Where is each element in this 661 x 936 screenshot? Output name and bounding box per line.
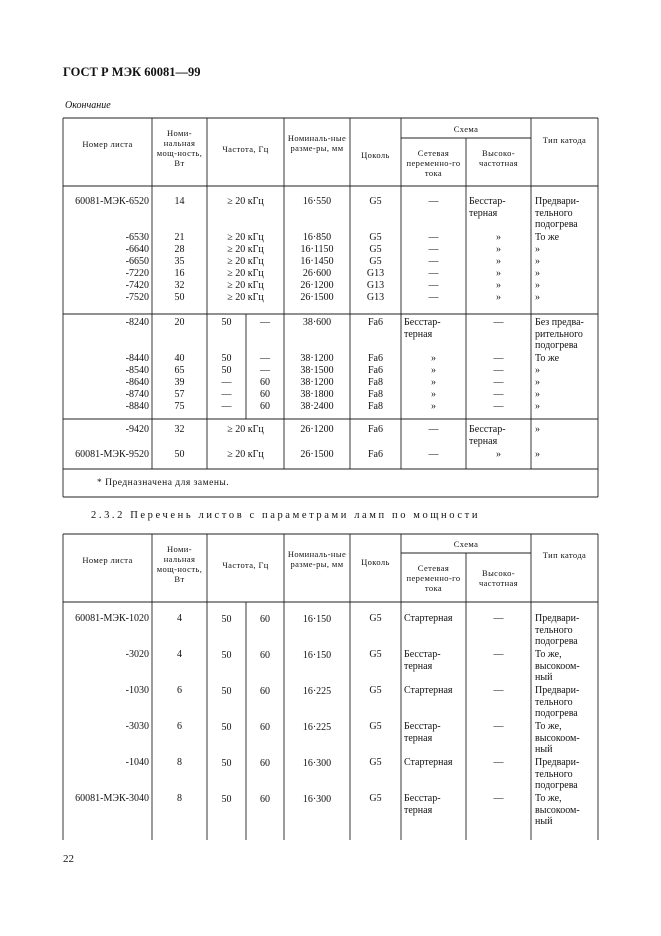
cell-cathode: То же, высокоом- ный [535, 793, 580, 827]
cell-dims: 16·850 [302, 232, 332, 243]
cell-cathode: Предвари- тельного подогрева [535, 685, 580, 719]
col-header-base: Цоколь [361, 557, 390, 567]
cell-f60: 60 [260, 614, 270, 625]
cell-hf: — [493, 389, 504, 400]
cell-dims: 38·600 [302, 317, 332, 328]
cell-power: 21 [174, 232, 185, 243]
cell-base: G5 [369, 196, 382, 207]
cell-dims: 26·1200 [300, 280, 334, 291]
cell-hf: » [496, 292, 501, 303]
col-header-dimensions: Номиналь-ные разме-ры, мм [287, 549, 347, 569]
cell-f50: 50 [221, 794, 232, 805]
cell-cathode: То же, высокоом- ный [535, 649, 580, 683]
cell-power: 50 [174, 292, 185, 303]
cell-dims: 38·1200 [300, 353, 334, 364]
cell-power: 8 [177, 793, 182, 804]
cell-hf: Бесстар- терная [469, 424, 506, 447]
cell-base: Fa6 [368, 317, 383, 328]
cell-f60: — [260, 353, 270, 364]
cell-sheet: 60081-МЭК-9520 [75, 449, 149, 460]
cell-sheet: -7520 [125, 292, 149, 303]
cell-cathode: » [535, 280, 540, 291]
cell-base: G5 [369, 721, 382, 732]
col-header-sheet: Номер листа [82, 139, 133, 149]
col-header-high-frequency: Высоко-частотная [478, 148, 519, 168]
page-number: 22 [63, 853, 74, 865]
cell-base: Fa8 [368, 401, 383, 412]
col-header-base: Цоколь [361, 150, 390, 160]
cell-sheet: -8240 [125, 317, 149, 328]
cell-power: 35 [174, 256, 185, 267]
cell-dims: 38·1800 [300, 389, 334, 400]
cell-cathode: Предвари- тельного подогрева [535, 196, 580, 230]
cell-hf: — [493, 721, 504, 732]
cell-freq: ≥ 20 кГц [227, 232, 264, 243]
cell-freq: ≥ 20 кГц [227, 196, 264, 207]
col-header-high-frequency: Высоко-частотная [478, 568, 519, 588]
cell-hf: — [493, 793, 504, 804]
cell-sheet: -3030 [125, 721, 149, 732]
cell-f50: 50 [221, 758, 232, 769]
cell-base: Fa6 [368, 353, 383, 364]
cell-mains: — [428, 424, 439, 435]
cell-sheet: -8540 [125, 365, 149, 376]
cell-dims: 26·600 [302, 268, 332, 279]
cell-mains: Бесстар- терная [404, 317, 441, 340]
cell-hf: Бесстар- терная [469, 196, 506, 219]
cell-hf: — [493, 649, 504, 660]
cell-power: 40 [174, 353, 185, 364]
cell-f50: 50 [221, 365, 232, 376]
cell-hf: — [493, 353, 504, 364]
col-header-cathode: Тип катода [542, 135, 587, 145]
cell-base: G5 [369, 649, 382, 660]
cell-f50: 50 [221, 722, 232, 733]
cell-dims: 38·1500 [300, 365, 334, 376]
cell-cathode: » [535, 292, 540, 303]
cell-dims: 26·1500 [300, 449, 334, 460]
cell-dims: 16·225 [302, 686, 332, 697]
cell-mains: — [428, 256, 439, 267]
cell-power: 75 [174, 401, 185, 412]
cell-hf: » [496, 244, 501, 255]
cell-mains: — [428, 196, 439, 207]
col-header-frequency: Частота, Гц [222, 144, 269, 154]
cell-base: Fa6 [368, 424, 383, 435]
cell-cathode: » [535, 268, 540, 279]
cell-hf: — [493, 613, 504, 624]
cell-hf: » [496, 449, 501, 460]
col-header-power: Номи-нальная мощ-ность, Вт [156, 128, 203, 168]
cell-freq: ≥ 20 кГц [227, 268, 264, 279]
cell-cathode: То же [535, 232, 560, 243]
cell-sheet: -8840 [125, 401, 149, 412]
cell-sheet: 60081-МЭК-3040 [75, 793, 149, 804]
cell-f60: — [260, 317, 270, 328]
cell-f50: 50 [221, 317, 232, 328]
col-header-scheme: Схема [453, 124, 479, 134]
col-header-cathode: Тип катода [542, 550, 587, 560]
cell-f50: 50 [221, 650, 232, 661]
cell-mains: — [428, 280, 439, 291]
cell-cathode: То же [535, 353, 560, 364]
col-header-sheet: Номер листа [82, 555, 133, 565]
cell-sheet: -9420 [125, 424, 149, 435]
cell-mains: » [431, 401, 436, 412]
table1-footnote: * Предназначена для замены. [97, 478, 230, 488]
cell-base: Fa8 [368, 377, 383, 388]
col-header-frequency: Частота, Гц [222, 560, 269, 570]
cell-dims: 26·1500 [300, 292, 334, 303]
cell-f50: 50 [221, 614, 232, 625]
cell-power: 4 [177, 613, 182, 624]
cell-base: G13 [366, 292, 385, 303]
cell-power: 32 [174, 280, 185, 291]
cell-mains: — [428, 244, 439, 255]
cell-freq: ≥ 20 кГц [227, 449, 264, 460]
cell-f60: — [260, 365, 270, 376]
cell-sheet: -6650 [125, 256, 149, 267]
section-heading: 2.3.2 Перечень листов с параметрами ламп по мощности [91, 510, 481, 521]
cell-power: 57 [174, 389, 185, 400]
cell-cathode: » [535, 424, 540, 435]
cell-base: Fa8 [368, 389, 383, 400]
cell-power: 65 [174, 365, 185, 376]
col-header-dimensions: Номиналь-ные разме-ры, мм [287, 133, 347, 153]
cell-hf: — [493, 377, 504, 388]
cell-hf: — [493, 757, 504, 768]
cell-sheet: -7420 [125, 280, 149, 291]
cell-sheet: -8740 [125, 389, 149, 400]
cell-sheet: -1030 [125, 685, 149, 696]
cell-cathode: » [535, 389, 540, 400]
cell-sheet: -7220 [125, 268, 149, 279]
cell-hf: — [493, 685, 504, 696]
cell-mains: Стартерная [404, 685, 453, 696]
cell-cathode: » [535, 377, 540, 388]
cell-base: G5 [369, 232, 382, 243]
cell-base: G13 [366, 280, 385, 291]
cell-f50: — [221, 389, 232, 400]
cell-power: 4 [177, 649, 182, 660]
cell-mains: — [428, 449, 439, 460]
cell-power: 50 [174, 449, 185, 460]
cell-f60: 60 [260, 377, 270, 388]
cell-sheet: -1040 [125, 757, 149, 768]
cell-mains: Стартерная [404, 613, 453, 624]
cell-cathode: » [535, 256, 540, 267]
cell-power: 32 [174, 424, 185, 435]
cell-sheet: 60081-МЭК-1020 [75, 613, 149, 624]
cell-hf: » [496, 256, 501, 267]
col-header-power: Номи-нальная мощ-ность, Вт [156, 544, 203, 584]
cell-freq: ≥ 20 кГц [227, 292, 264, 303]
cell-f60: 60 [260, 722, 270, 733]
cell-mains: » [431, 365, 436, 376]
cell-hf: — [493, 401, 504, 412]
cell-cathode: » [535, 365, 540, 376]
cell-base: G5 [369, 793, 382, 804]
cell-freq: ≥ 20 кГц [227, 244, 264, 255]
cell-base: G5 [369, 256, 382, 267]
cell-dims: 38·1200 [300, 377, 334, 388]
cell-cathode: Предвари- тельного подогрева [535, 613, 580, 647]
cell-base: G5 [369, 757, 382, 768]
cell-mains: — [428, 232, 439, 243]
cell-dims: 16·150 [302, 614, 332, 625]
cell-mains: Бесстар- терная [404, 721, 441, 744]
cell-dims: 16·300 [302, 794, 332, 805]
col-header-mains: Сетевая переменно-го тока [406, 563, 461, 593]
cell-hf: — [493, 317, 504, 328]
cell-power: 6 [177, 721, 182, 732]
cell-f60: 60 [260, 650, 270, 661]
cell-hf: » [496, 280, 501, 291]
cell-hf: » [496, 232, 501, 243]
cell-dims: 16·150 [302, 650, 332, 661]
cell-base: G5 [369, 613, 382, 624]
cell-sheet: -6640 [125, 244, 149, 255]
cell-cathode: » [535, 449, 540, 460]
cell-base: Fa6 [368, 365, 383, 376]
cell-freq: ≥ 20 кГц [227, 280, 264, 291]
cell-f60: 60 [260, 389, 270, 400]
cell-f60: 60 [260, 686, 270, 697]
cell-power: 28 [174, 244, 185, 255]
cell-f60: 60 [260, 401, 270, 412]
cell-dims: 38·2400 [300, 401, 334, 412]
cell-cathode: Без предва- рительного подогрева [535, 317, 584, 351]
cell-dims: 16·225 [302, 722, 332, 733]
cell-f50: — [221, 377, 232, 388]
cell-sheet: -3020 [125, 649, 149, 660]
cell-f60: 60 [260, 758, 270, 769]
cell-power: 39 [174, 377, 185, 388]
cell-sheet: 60081-МЭК-6520 [75, 196, 149, 207]
cell-mains: — [428, 292, 439, 303]
cell-freq: ≥ 20 кГц [227, 424, 264, 435]
cell-hf: — [493, 365, 504, 376]
cell-hf: » [496, 268, 501, 279]
cell-sheet: -6530 [125, 232, 149, 243]
cell-power: 8 [177, 757, 182, 768]
cell-cathode: » [535, 401, 540, 412]
cell-power: 14 [174, 196, 185, 207]
cell-base: G5 [369, 685, 382, 696]
cell-power: 20 [174, 317, 185, 328]
cell-mains: Стартерная [404, 757, 453, 768]
cell-power: 16 [174, 268, 185, 279]
cell-f50: 50 [221, 353, 232, 364]
cell-dims: 16·300 [302, 758, 332, 769]
cell-base: G13 [366, 268, 385, 279]
cell-f50: — [221, 401, 232, 412]
cell-base: G5 [369, 244, 382, 255]
cell-mains: Бесстар- терная [404, 649, 441, 672]
document-header: ГОСТ Р МЭК 60081—99 [63, 65, 201, 79]
cell-mains: » [431, 353, 436, 364]
col-header-mains: Сетевая переменно-го тока [406, 148, 461, 178]
cell-sheet: -8640 [125, 377, 149, 388]
cell-freq: ≥ 20 кГц [227, 256, 264, 267]
cell-mains: Бесстар- терная [404, 793, 441, 816]
cell-f60: 60 [260, 794, 270, 805]
table-continuation-label: Окончание [65, 100, 111, 111]
cell-cathode: » [535, 244, 540, 255]
cell-f50: 50 [221, 686, 232, 697]
cell-dims: 16·550 [302, 196, 332, 207]
cell-cathode: То же, высокоом- ный [535, 721, 580, 755]
cell-mains: — [428, 268, 439, 279]
cell-cathode: Предвари- тельного подогрева [535, 757, 580, 791]
col-header-scheme: Схема [453, 539, 479, 549]
cell-mains: » [431, 389, 436, 400]
cell-dims: 16·1150 [300, 244, 334, 255]
cell-base: Fa6 [368, 449, 383, 460]
cell-mains: » [431, 377, 436, 388]
cell-sheet: -8440 [125, 353, 149, 364]
cell-dims: 16·1450 [300, 256, 334, 267]
cell-dims: 26·1200 [300, 424, 334, 435]
cell-power: 6 [177, 685, 182, 696]
